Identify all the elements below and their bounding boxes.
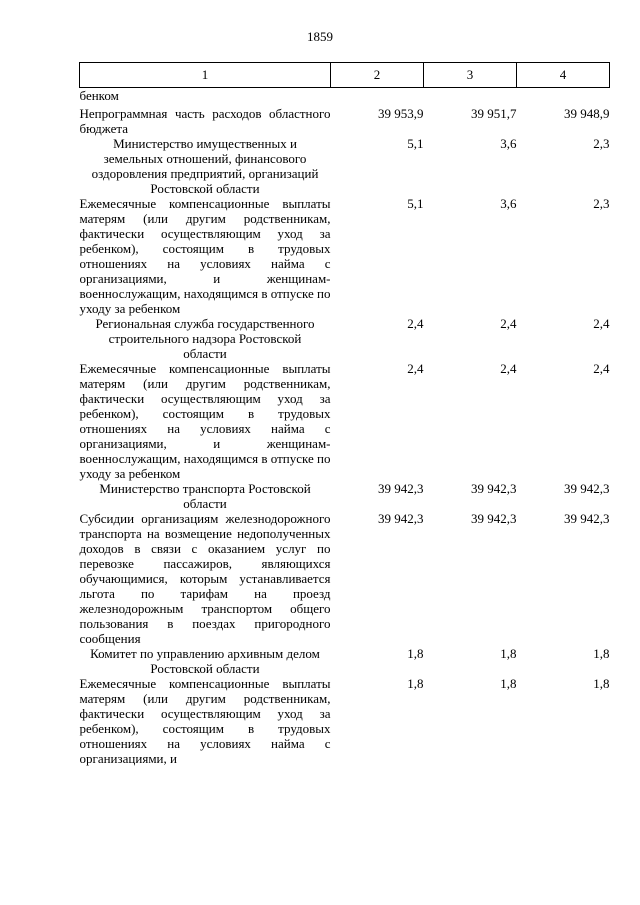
row-value-col4: 1,8 [593, 646, 610, 661]
table-row [80, 196, 610, 316]
row-description: Региональная служба государственного строительного надзора Ростовской области [95, 316, 315, 361]
row-value-col3: 3,6 [500, 136, 517, 151]
table-row [80, 136, 610, 196]
column-header-4: 4 [517, 63, 610, 88]
row-value-col4: 39 942,3 [564, 511, 610, 526]
row-description: бенком [79, 88, 119, 103]
table-row [80, 361, 610, 481]
row-value-col3: 1,8 [500, 646, 517, 661]
row-value-col2: 5,1 [407, 136, 424, 151]
table-row [80, 676, 610, 766]
row-value-col3: 39 951,7 [471, 106, 517, 121]
page-number: 1859 [307, 29, 333, 44]
row-value-col4: 2,4 [593, 316, 610, 331]
row-value-col2: 1,8 [407, 676, 424, 691]
header-row [80, 63, 610, 88]
row-value-col3 [424, 88, 517, 107]
row-value-col3: 3,6 [500, 196, 517, 211]
row-value-col2: 2,4 [407, 316, 424, 331]
row-value-col4: 2,4 [593, 361, 610, 376]
row-description: Министерство транспорта Ростовской области [99, 481, 311, 511]
row-value-col3: 39 942,3 [471, 511, 517, 526]
table-row [80, 511, 610, 646]
row-value-col3: 2,4 [500, 361, 517, 376]
budget-table [79, 62, 610, 766]
row-value-col2 [331, 88, 424, 107]
row-value-col2: 1,8 [407, 646, 424, 661]
row-description: Ежемесячные компенсационные выплаты матерям (или другим родственникам, фактически осуществляющим уход за ребенком), состоящим в трудовых отношениях на условиях найма с организациями, и женщинам-военнослужащим, находящимся в отпуске по уходу за ребенком [79, 361, 331, 481]
row-description: Министерство имущественных и земельных отношений, финансового оздоровления предприятий, организаций Ростовской области [91, 136, 319, 196]
table-row [80, 316, 610, 361]
row-value-col4: 39 942,3 [564, 481, 610, 496]
column-header-2: 2 [331, 63, 424, 88]
row-description: Непрограммная часть расходов областного бюджета [79, 106, 331, 136]
table-row [80, 88, 610, 107]
row-value-col2: 39 953,9 [378, 106, 424, 121]
table-row [80, 106, 610, 136]
table-row [80, 481, 610, 511]
table-header [80, 63, 610, 88]
row-description: Ежемесячные компенсационные выплаты матерям (или другим родственникам, фактически осуществляющим уход за ребенком), состоящим в трудовых отношениях на условиях найма с организациями, и [79, 676, 331, 766]
row-value-col2: 5,1 [407, 196, 424, 211]
row-description: Субсидии организациям железнодорожного транспорта на возмещение недополученных доходов в связи с оказанием услуг по перевозке пассажиров, являющихся обучающимися, которым устанавливается льгота по тарифам на проезд железнодорожным транспортом общего пользования в поездах пригородного сообщения [79, 511, 331, 646]
column-header-1: 1 [80, 63, 331, 88]
row-value-col2: 39 942,3 [378, 481, 424, 496]
row-value-col2: 2,4 [407, 361, 424, 376]
row-value-col3: 1,8 [500, 676, 517, 691]
column-header-3: 3 [424, 63, 517, 88]
table-body [80, 88, 610, 767]
row-value-col3: 39 942,3 [471, 481, 517, 496]
row-description: Ежемесячные компенсационные выплаты матерям (или другим родственникам, фактически осуществляющим уход за ребенком), состоящим в трудовых отношениях на условиях найма с организациями, и женщинам-военнослужащим, находящимся в отпуске по уходу за ребенком [79, 196, 331, 316]
table-row [80, 646, 610, 676]
row-value-col4: 39 948,9 [564, 106, 610, 121]
row-value-col4: 2,3 [593, 196, 610, 211]
row-value-col4 [517, 88, 610, 107]
row-value-col4: 2,3 [593, 136, 610, 151]
row-value-col2: 39 942,3 [378, 511, 424, 526]
row-value-col3: 2,4 [500, 316, 517, 331]
row-description: Комитет по управлению архивным делом Ростовской области [90, 646, 320, 676]
row-value-col4: 1,8 [593, 676, 610, 691]
